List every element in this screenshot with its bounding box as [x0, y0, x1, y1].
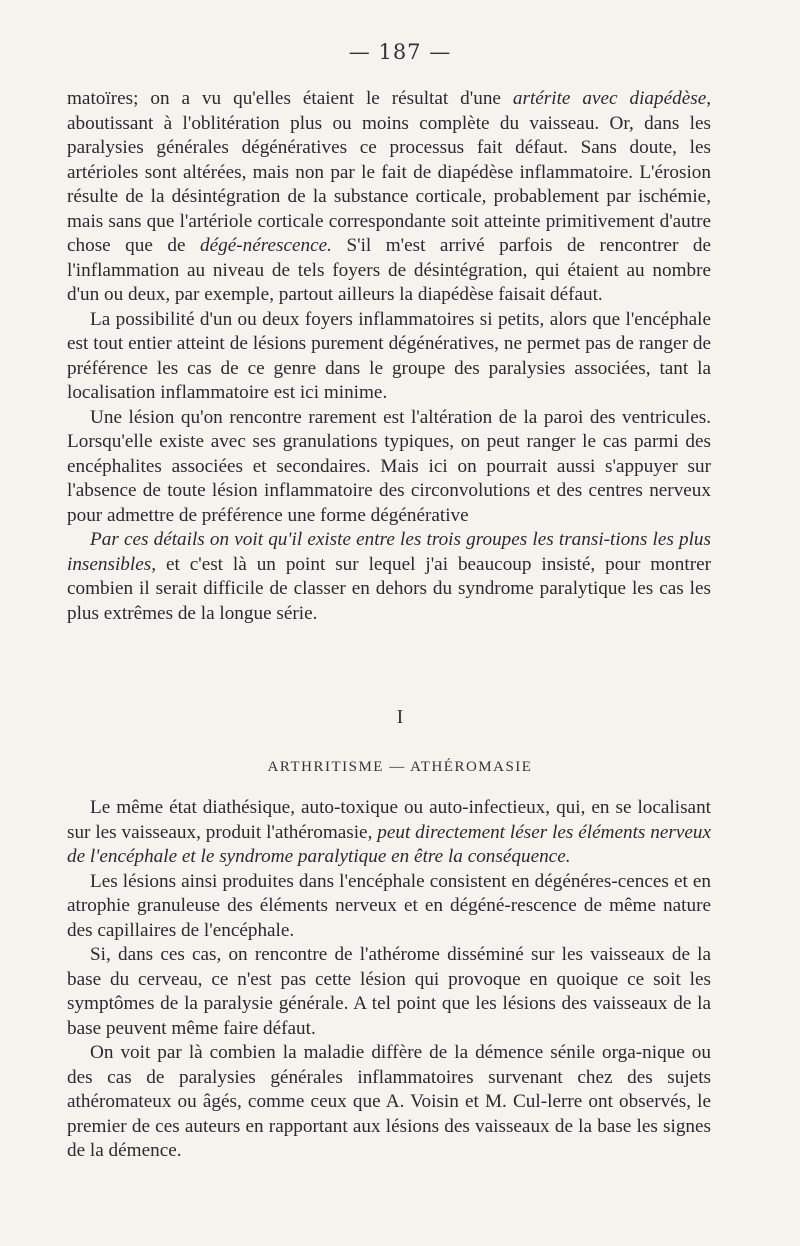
paragraph-5-italic: peut directement léser les éléments nerveux de l'encéphale et le syndrome paralytique en être la conséquence. [67, 821, 711, 867]
paragraph-1-text-b: aboutissant à l'oblitération plus ou moins complète du vaisseau. Or, dans les paralysies générales dégénératives ce processus fait défaut. Sans doute, les artérioles sont altérées, mais non par le fait de diapédèse inflammatoire. L'érosion résulte de la désintégration de la substance corticale, probablement par ischémie, mais sans que l'artériole corticale correspondante soit atteinte primitivement d'autre chose que de [67, 112, 711, 256]
paragraph-7: Si, dans ces cas, on rencontre de l'athérome disséminé sur les vaisseaux de la base du cerveau, ce n'est pas cette lésion qui provoque en quoique ce soit les symptômes de la paralysie générale. A tel point que les lésions des vaisseaux de la base peuvent même faire défaut. [67, 944, 711, 1039]
paragraph-1-italic-a: artérite avec diapédèse, [512, 88, 712, 109]
paragraph-4 [67, 528, 711, 626]
paragraph-8: On voit par là combien la maladie diffère de la démence sénile orga-nique ou des cas de paralysies générales inflammatoires survenant chez des sujets athéromateux ou âgés, comme ceux que A. Voisin et M. Cul-lerre ont observés, le premier de ces auteurs en rapportant aux lésions des vaisseaux de la base les signes de la démence. [67, 1042, 711, 1161]
section-number: I [396, 706, 404, 728]
paragraph-4-italic: Par ces détails on voit qu'il existe entre les trois groupes les transi-tions les plus insensibles, [67, 529, 711, 575]
section-title: ARTHRITISME — ATHÉROMASIE [267, 759, 533, 775]
text-block-bottom [67, 796, 711, 1164]
paragraph-4-text: et c'est là un point sur lequel j'ai beaucoup insisté, pour montrer combien il serait difficile de classer en dehors du syndrome paralytique les cas les plus extrêmes de la longue série. [67, 553, 711, 624]
paragraph-1-text-a: matoïres; on a vu qu'elles étaient le résultat d'une [67, 88, 513, 109]
paragraph-1-italic-b: dégé-nérescence. [200, 235, 332, 256]
paragraph-1 [67, 87, 711, 308]
text-block-top [67, 87, 711, 626]
page-number: — 187 — [348, 40, 452, 64]
paragraph-1-text-c: S'il m'est arrivé parfois de rencontrer de l'inflammation au niveau de tels foyers de désintégration, qui étaient au nombre d'un ou deux, par exemple, partout ailleurs la diapédèse faisait défaut. [67, 235, 711, 305]
paragraph-6: Les lésions ainsi produites dans l'encéphale consistent en dégénéres-cences et en atrophie granuleuse des éléments nerveux et en dégéné-rescence de même nature des capillaires de l'encéphale. [67, 870, 711, 941]
paragraph-5-text: Le même état diathésique, auto-toxique ou auto-infectieux, qui, en se localisant sur les vaisseaux, produit l'athéromasie, [67, 797, 711, 843]
paragraph-3: Une lésion qu'on rencontre rarement est l'altération de la paroi des ventricules. Lorsqu'elle existe avec ses granulations typiques, on peut ranger le cas parmi des encéphalites associées et secondaires. Mais ici on pourrait aussi s'appuyer sur l'absence de toute lésion inflammatoire des circonvolutions et des centres nerveux pour admettre de préférence une forme dégénérative [67, 406, 711, 526]
paragraph-5 [67, 796, 711, 870]
paragraph-2: La possibilité d'un ou deux foyers inflammatoires si petits, alors que l'encéphale est tout entier atteint de lésions purement dégénératives, ne permet pas de ranger de préférence les cas de ce genre dans le groupe des paralysies associées, tant la localisation inflammatoire est ici minime. [67, 308, 711, 403]
